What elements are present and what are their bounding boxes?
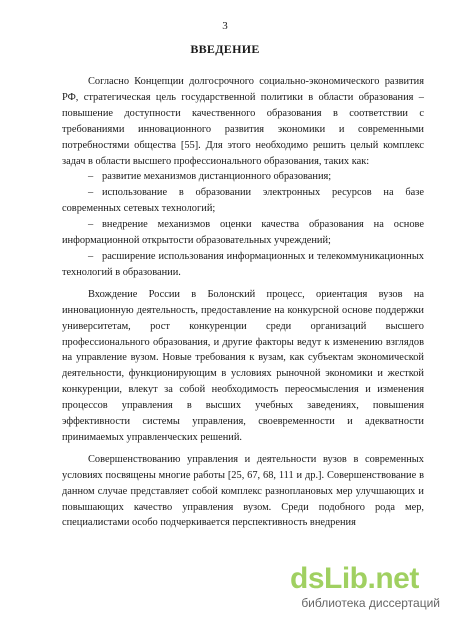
list-item-text: расширение использования информационных и телекоммуникационных технологий в образовании.: [62, 250, 424, 278]
list-item: [62, 217, 424, 249]
document-body: [62, 74, 424, 531]
dslib-logo: dsLib.net: [290, 562, 419, 595]
dslib-watermark: [290, 562, 440, 614]
dslib-subtitle: библиотека диссертаций: [301, 596, 440, 610]
list-item-text: внедрение механизмов оценки качества образования на основе информационной открытости образовательных учреждений;: [62, 219, 424, 247]
list-dash: –: [88, 187, 94, 199]
paragraph-intro: Согласно Концепции долгосрочного социально-экономического развития РФ, стратегическая цель государственной политики в области образования – повышение доступности качественного образования в соответствии с требованиями инновационного развития экономики и современными потребностями общества [55]. Для этого необходимо решить целый комплекс задач в области высшего профессионального образования, таких как:: [62, 76, 424, 167]
list-item-text: развитие механизмов дистанционного образования;: [102, 171, 332, 183]
list-item: [62, 249, 424, 281]
list-dash: –: [88, 171, 94, 183]
list-item-text: использование в образовании электронных ресурсов на базе современных сетевых технологий;: [62, 187, 424, 215]
list-item: [62, 169, 424, 185]
list-dash: –: [88, 219, 94, 231]
paragraph-improvement: Совершенствованию управления и деятельности вузов в современных условиях посвящены многие работы [25, 67, 68, 111 и др.]. Совершенствование в данном случае представляет собой комплекс разноплановых мер улучшающих и повышающих качество управления вузом. Среди подобного рода мер, специалистами особо подчеркивается перспективность внедрения: [62, 453, 424, 529]
section-heading: ВВЕДЕНИЕ: [190, 42, 260, 56]
list-dash: –: [88, 250, 94, 262]
page-number: 3: [222, 20, 228, 32]
paragraph-bologna: Вхождение России в Болонский процесс, ориентация вузов на инновационную деятельность, предоставление на конкурсной основе поддержки университетам, рост конкуренции среди организаций высшего профессионального образования, и другие факторы ведут к изменению взглядов на управление вузом. Новые требования к вузам, как субъектам экономической деятельности, функционирующим в условиях рыночной экономики и жесткой конкуренции, влекут за собой необходимость переосмысления и изменения процессов управления в высших учебных заведениях, повышения эффективности системы управления, своевременности и адекватности принимаемых управленческих решений.: [62, 288, 424, 443]
list-item: [62, 185, 424, 217]
